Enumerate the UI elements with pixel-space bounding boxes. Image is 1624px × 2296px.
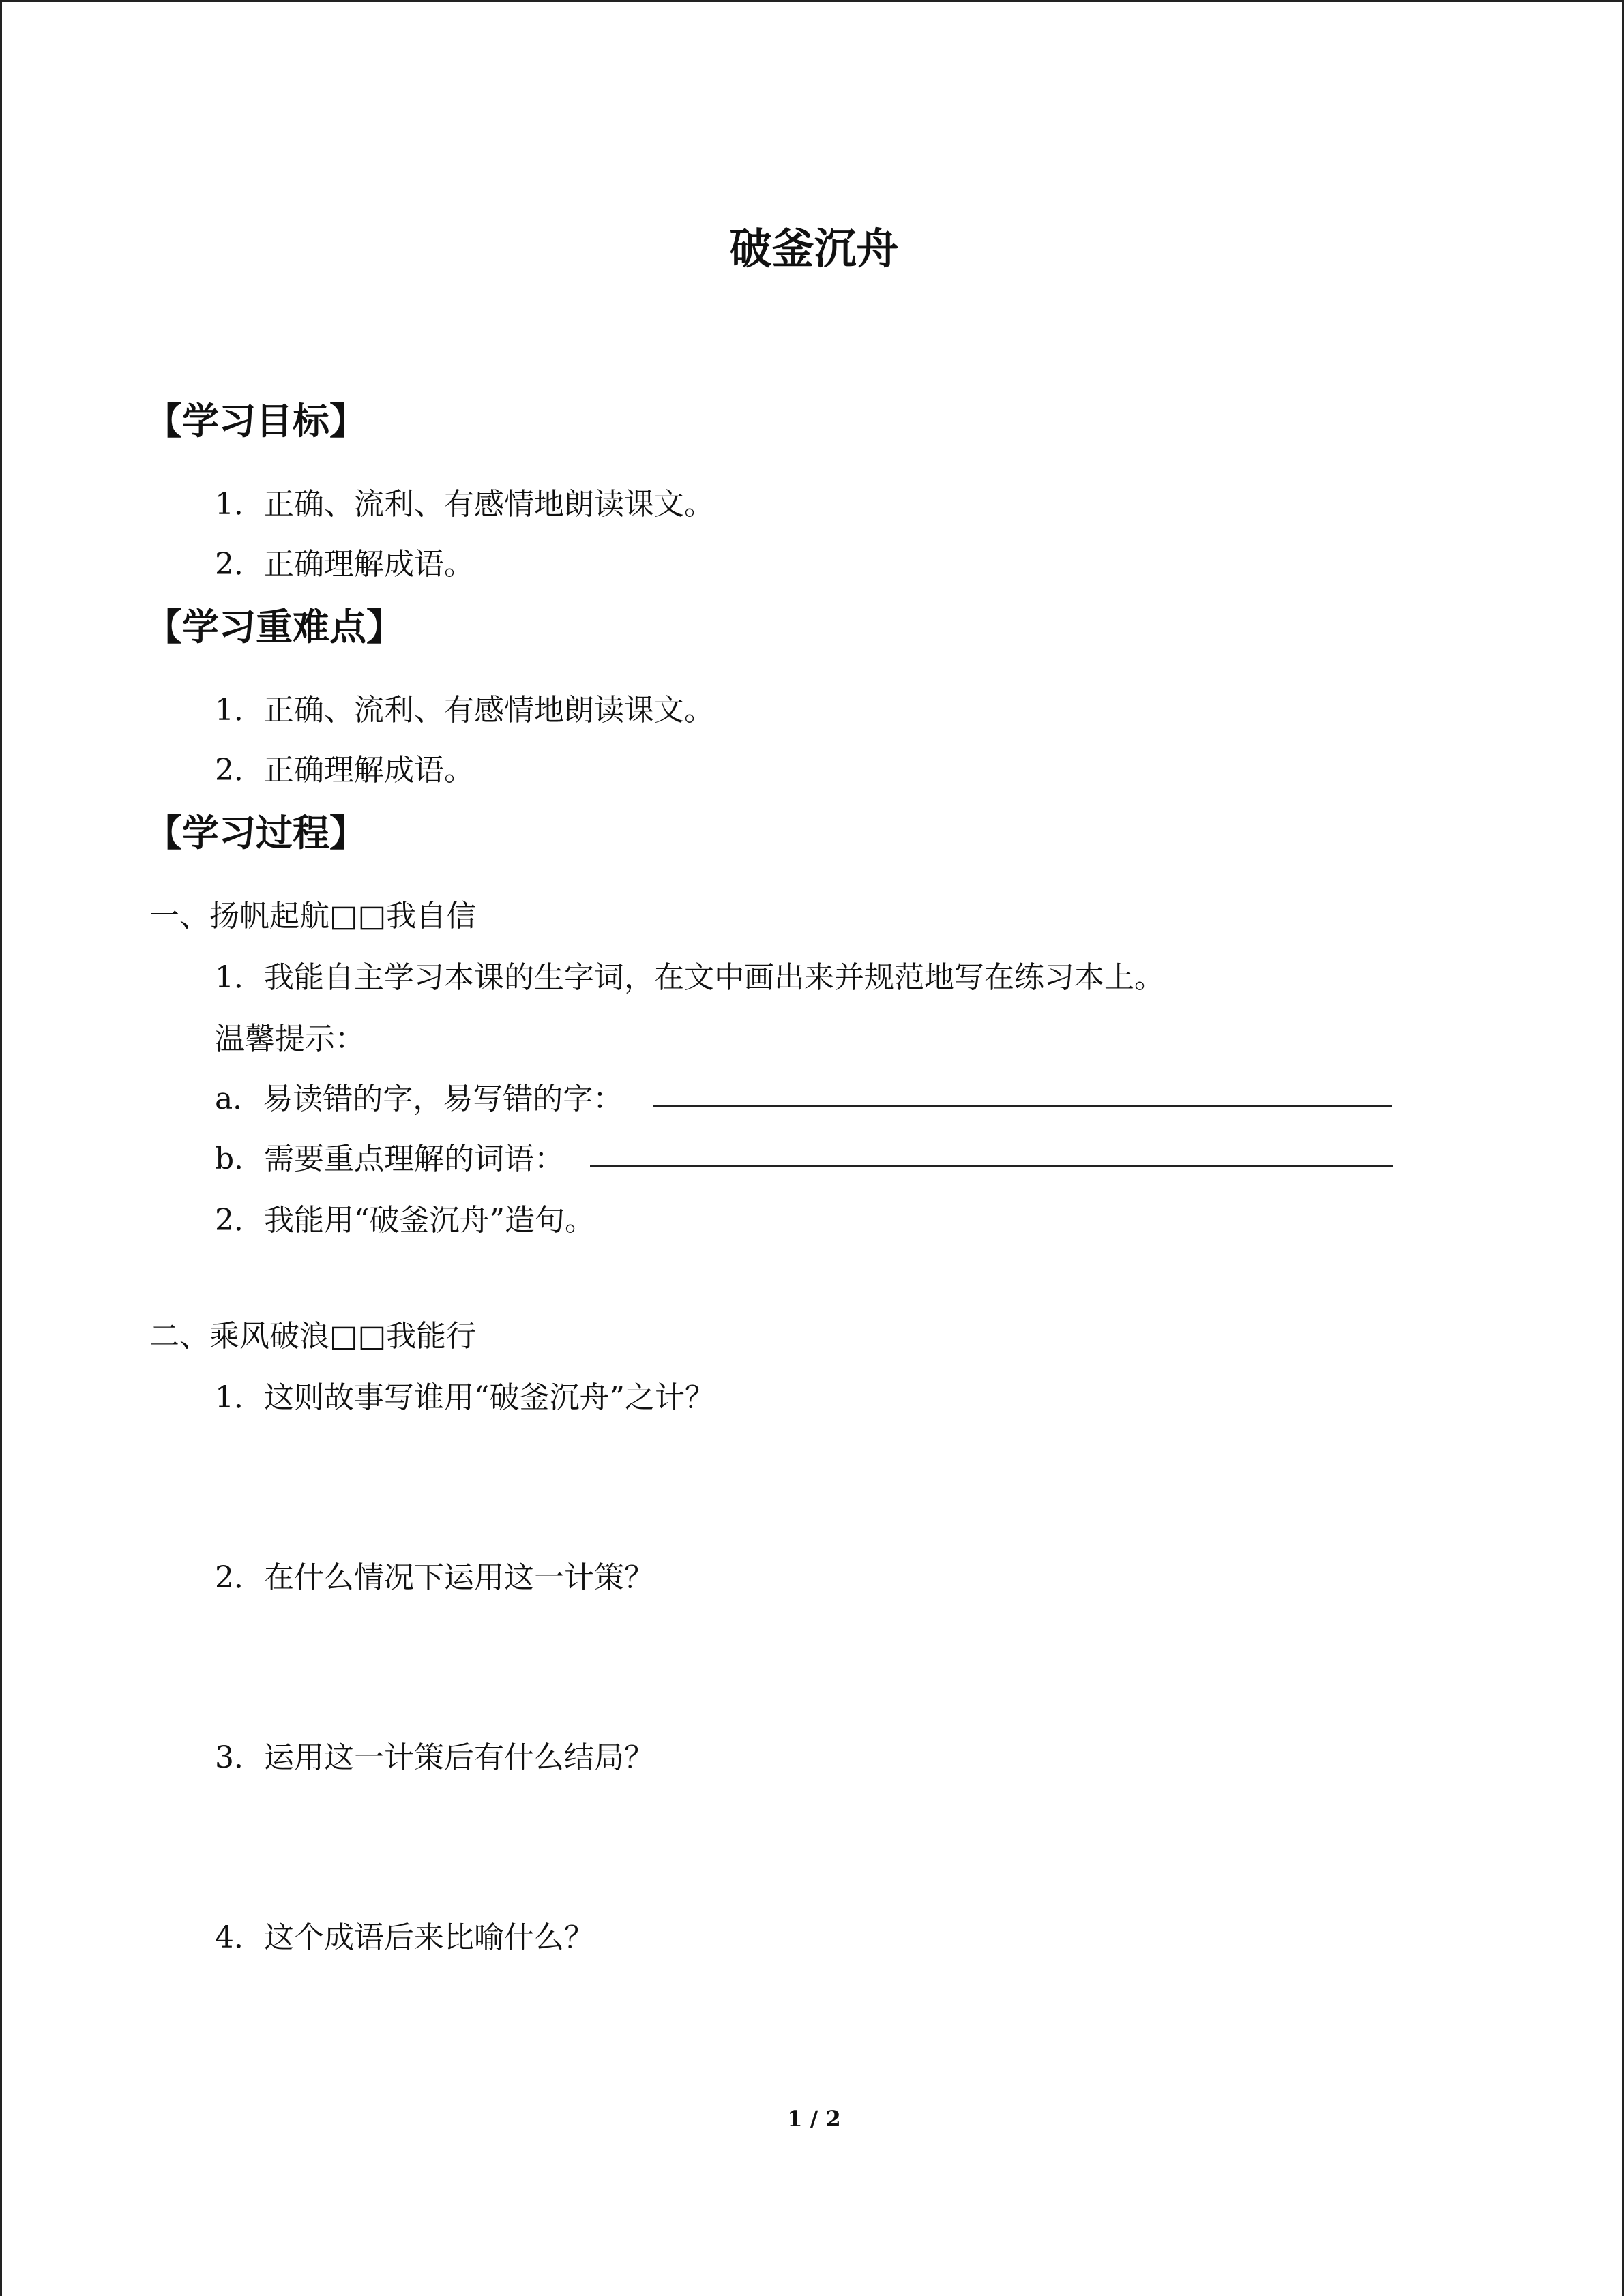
- objective-item-2: 2．正确理解成语。: [215, 547, 474, 582]
- answer-blank-b[interactable]: [590, 1165, 1393, 1167]
- heading-key-points: 【学习重难点】: [145, 606, 403, 648]
- part1-tip-b: b．需要重点理解的词语：: [215, 1142, 565, 1176]
- heading-process: 【学习过程】: [145, 811, 366, 854]
- part2-question-1: 1．这则故事写谁用“破釜沉舟”之计？: [215, 1380, 715, 1415]
- part1-question-2: 2．我能用“破釜沉舟”造句。: [215, 1203, 595, 1238]
- part2-question-2: 2．在什么情况下运用这一计策？: [215, 1560, 654, 1595]
- part2-question-4: 4．这个成语后来比喻什么？: [215, 1920, 594, 1955]
- heading-objectives: 【学习目标】: [145, 400, 366, 443]
- key-point-item-2: 2．正确理解成语。: [215, 753, 474, 788]
- part1-tip-label: 温馨提示：: [215, 1022, 365, 1056]
- part2-question-3: 3．运用这一计策后有什么结局？: [215, 1740, 654, 1775]
- document-title: 破釜沉舟: [729, 224, 899, 273]
- objective-item-1: 1．正确、流利、有感情地朗读课文。: [215, 487, 714, 522]
- answer-blank-a[interactable]: [653, 1105, 1392, 1107]
- key-point-item-1: 1．正确、流利、有感情地朗读课文。: [215, 693, 714, 728]
- part2-title: 二、乘风破浪□□我能行: [149, 1319, 477, 1354]
- page-number: 1 / 2: [787, 2106, 841, 2132]
- part1-tip-a: a．易读错的字，易写错的字：: [215, 1082, 623, 1116]
- part1-title: 一、扬帆起航□□我自信: [149, 899, 477, 934]
- part1-question-1: 1．我能自主学习本课的生字词，在文中画出来并规范地写在练习本上。: [215, 960, 1164, 995]
